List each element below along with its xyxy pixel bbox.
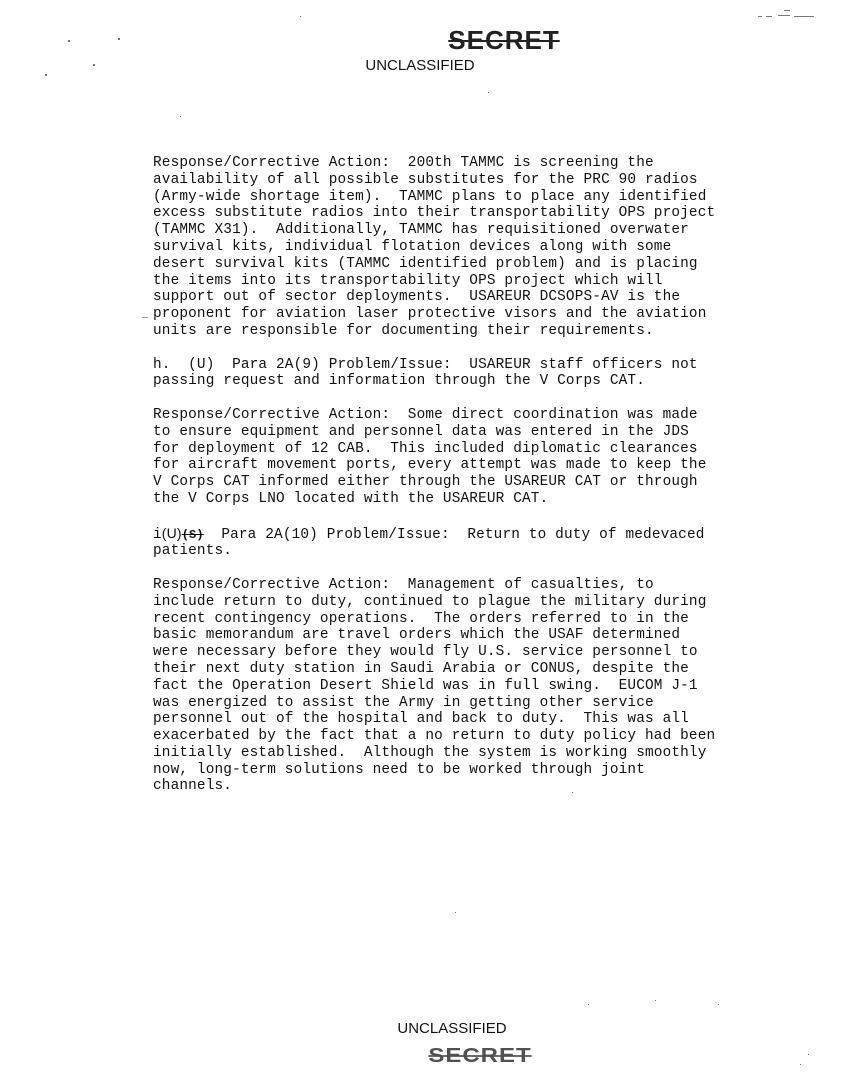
text-line: passing request and information through the V Corps CAT. xyxy=(153,373,646,390)
text-line: fact the Operation Desert Shield was in full swing. EUCOM J-1 xyxy=(153,677,698,694)
scan-speck xyxy=(588,1004,589,1005)
text-line: units are responsible for documenting their requirements. xyxy=(153,322,654,339)
text-line: Para 2A(10) Problem/Issue: Return to duty of medevaced xyxy=(203,526,705,543)
text-line: (Army-wide shortage item). TAMMC plans to place any identified xyxy=(153,188,707,205)
text-line: their next duty station in Saudi Arabia or CONUS, despite the xyxy=(153,660,689,677)
classification-marking-bottom: SECRET xyxy=(428,1044,532,1068)
text-line: support out of sector deployments. USAREUR DCSOPS-AV is the xyxy=(153,289,681,306)
text-line: availability of all possible substitutes for the PRC 90 radios xyxy=(153,171,698,188)
text-line: initially established. Although the system is working smoothly xyxy=(153,744,707,761)
paragraph-response-h xyxy=(153,407,823,508)
document-body xyxy=(153,155,823,812)
text-line: was energized to assist the Army in getting other service xyxy=(153,694,654,711)
item-letter: i xyxy=(153,526,162,543)
text-line: the items into its transportability OPS project which will xyxy=(153,272,663,289)
classification-label-top: UNCLASSIFIED xyxy=(365,57,475,74)
text-line: Response/Corrective Action: Management of casualties, to xyxy=(153,576,654,593)
handwritten-classification-mark: (U) xyxy=(161,524,182,541)
text-line: desert survival kits (TAMMC identified problem) and is placing xyxy=(153,255,698,272)
text-line: channels. xyxy=(153,778,233,795)
text-line: to ensure equipment and personnel data was entered in the JDS xyxy=(153,423,689,440)
text-line: were necessary before they would fly U.S. service personnel to xyxy=(153,644,698,661)
struck-classification-mark: (S) xyxy=(181,527,204,542)
text-line: V Corps CAT informed either through the USAREUR CAT or through xyxy=(153,474,698,491)
text-line: for aircraft movement ports, every attempt was made to keep the xyxy=(153,457,707,474)
text-line: basic memorandum are travel orders which the USAF determined xyxy=(153,627,681,644)
margin-tick xyxy=(142,317,148,318)
paragraph-response-i xyxy=(153,577,823,795)
scan-noise-top-right xyxy=(758,8,818,20)
text-line: patients. xyxy=(153,543,233,560)
text-line: the V Corps LNO located with the USAREUR CAT. xyxy=(153,490,549,507)
text-line: excess substitute radios into their transportability OPS project xyxy=(153,205,716,222)
paragraph-h-problem xyxy=(153,357,823,391)
scan-speck xyxy=(655,1000,656,1001)
text-line: Response/Corrective Action: Some direct coordination was made xyxy=(153,406,698,423)
scan-speck xyxy=(455,912,456,913)
text-line: for deployment of 12 CAB. This included diplomatic clearances xyxy=(153,440,698,457)
classification-marking-top: SECRET xyxy=(448,25,560,55)
text-line: proponent for aviation laser protective visors and the aviation xyxy=(153,306,707,323)
text-line: now, long-term solutions need to be worked through joint xyxy=(153,761,646,778)
scan-speck xyxy=(488,92,489,93)
scan-speck xyxy=(45,74,47,76)
scan-speck xyxy=(68,40,70,42)
text-line: h. (U) Para 2A(9) Problem/Issue: USAREUR staff officers not xyxy=(153,356,698,373)
classification-label-bottom: UNCLASSIFIED xyxy=(397,1020,507,1037)
text-line: survival kits, individual flotation devices along with some xyxy=(153,238,672,255)
text-line: include return to duty, continued to plague the military during xyxy=(153,593,707,610)
scan-speck xyxy=(718,1004,719,1005)
text-line: personnel out of the hospital and back to duty. This was all xyxy=(153,711,689,728)
text-line: exacerbated by the fact that a no return to duty policy had been xyxy=(153,728,716,745)
paragraph-response-g xyxy=(153,155,823,340)
text-line: Response/Corrective Action: 200th TAMMC is screening the xyxy=(153,155,654,171)
text-line: recent contingency operations. The orders referred to in the xyxy=(153,610,689,627)
text-line: (TAMMC X31). Additionally, TAMMC has requisitioned overwater xyxy=(153,222,689,239)
paragraph-i-problem xyxy=(153,525,823,561)
scan-speck xyxy=(300,16,301,17)
scan-speck xyxy=(180,116,181,117)
